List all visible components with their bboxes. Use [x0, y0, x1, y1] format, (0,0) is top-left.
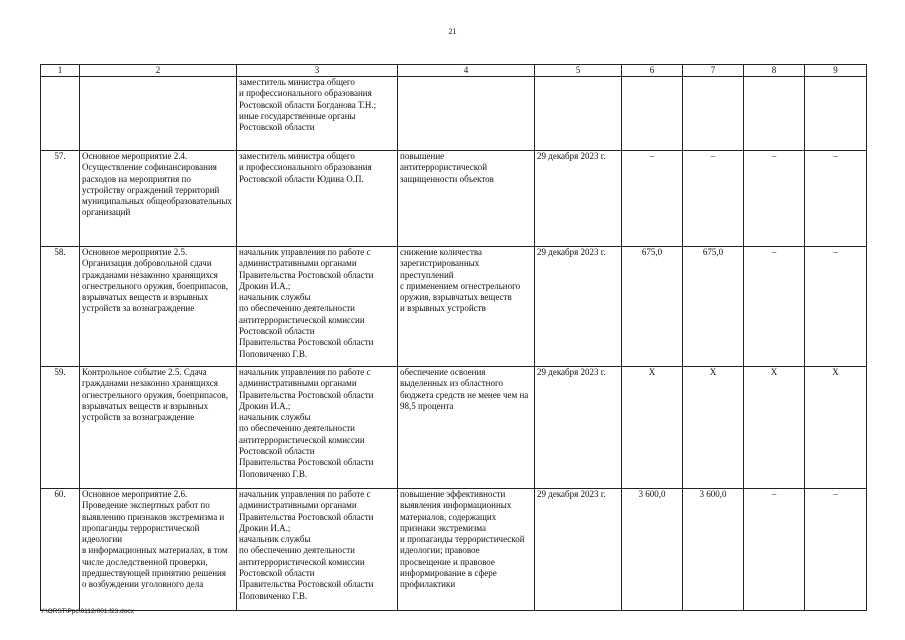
column-number: 7 [683, 65, 744, 77]
table-row [41, 489, 867, 611]
value-col7: – [683, 151, 744, 247]
value-col9: – [805, 247, 867, 367]
table-row [41, 77, 867, 151]
value-col6: Х [622, 367, 683, 489]
deadline-date: 29 декабря 2023 г. [535, 489, 622, 611]
value-col6: – [622, 151, 683, 247]
table-row [41, 247, 867, 367]
value-col6: 3 600,0 [622, 489, 683, 611]
deadline-date [535, 77, 622, 151]
expected-result: повышение эффективности выявления информационных материалов, содержащих признаки экстремизма и пропаганды террористической идеологии; правовое просвещение и правовое информирование в сфере профилактики [398, 489, 535, 611]
value-col7: Х [683, 367, 744, 489]
measure-name: Основное мероприятие 2.4. Осуществление софинансирования расходов на мероприятия по устройству ограждений территорий муниципальных общеобразовательных организаций [80, 151, 237, 247]
value-col8 [744, 77, 805, 151]
responsible-person: начальник управления по работе с административными органами Правительства Ростовской области Дрокин И.А.; начальник службы по обеспечению деятельности антитеррористической комиссии Ростовской области Правительства Ростовской области Поповиченко Г.В. [237, 247, 398, 367]
value-col7: 675,0 [683, 247, 744, 367]
measure-name: Основное мероприятие 2.6. Проведение экспертных работ по выявлению признаков экстремизма и пропаганды террористической идеологии в информационных материалах, в том числе доследственной проверки, предшествующей принятию решения о возбуждении уголовного дела [80, 489, 237, 611]
value-col9: – [805, 489, 867, 611]
value-col8: – [744, 151, 805, 247]
responsible-person: заместитель министра общего и профессионального образования Ростовской области Богданова Т.Н.; иные государственные органы Ростовской области [237, 77, 398, 151]
measure-name: Основное мероприятие 2.5. Организация добровольной сдачи гражданами незаконно хранящихся огнестрельного оружия, боеприпасов, взрывчатых веществ и взрывных устройств за вознаграждение [80, 247, 237, 367]
deadline-date: 29 декабря 2023 г. [535, 151, 622, 247]
column-number: 5 [535, 65, 622, 77]
value-col6: 675,0 [622, 247, 683, 367]
responsible-person: заместитель министра общего и профессионального образования Ростовской области Юдина О.П. [237, 151, 398, 247]
row-number [41, 77, 80, 151]
table-row [41, 151, 867, 247]
row-number: 60. [41, 489, 80, 611]
measures-table [40, 64, 867, 611]
responsible-person: начальник управления по работе с административными органами Правительства Ростовской области Дрокин И.А.; начальник службы по обеспечению деятельности антитеррористической комиссии Ростовской области Правительства Ростовской области Поповиченко Г.В. [237, 367, 398, 489]
column-number: 4 [398, 65, 535, 77]
value-col8: Х [744, 367, 805, 489]
deadline-date: 29 декабря 2023 г. [535, 367, 622, 489]
value-col7 [683, 77, 744, 151]
expected-result: снижение количества зарегистрированных преступлений с применением огнестрельного оружия, взрывчатых веществ и взрывных устройств [398, 247, 535, 367]
measure-name [80, 77, 237, 151]
row-number: 58. [41, 247, 80, 367]
column-number: 9 [805, 65, 867, 77]
measure-name: Контрольное событие 2.5. Сдача гражданами незаконно хранящихся огнестрельного оружия, боеприпасов, взрывчатых веществ и взрывных устройств за вознаграждение [80, 367, 237, 489]
value-col7: 3 600,0 [683, 489, 744, 611]
expected-result [398, 77, 535, 151]
value-col9 [805, 77, 867, 151]
page-number: 21 [448, 27, 457, 36]
value-col8: – [744, 247, 805, 367]
value-col8: – [744, 489, 805, 611]
value-col9: Х [805, 367, 867, 489]
value-col9: – [805, 151, 867, 247]
expected-result: повышение антитеррористической защищенности объектов [398, 151, 535, 247]
expected-result: обеспечение освоения выделенных из областного бюджета средств не менее чем на 98,5 процента [398, 367, 535, 489]
table-row [41, 367, 867, 489]
responsible-person: начальник управления по работе с административными органами Правительства Ростовской области Дрокин И.А.; начальник службы по обеспечению деятельности антитеррористической комиссии Ростовской области Правительства Ростовской области Поповиченко Г.В. [237, 489, 398, 611]
row-number: 57. [41, 151, 80, 247]
column-number: 2 [80, 65, 237, 77]
column-number: 3 [237, 65, 398, 77]
row-number: 59. [41, 367, 80, 489]
column-number-row [41, 65, 867, 77]
deadline-date: 29 декабря 2023 г. [535, 247, 622, 367]
column-number: 1 [41, 65, 80, 77]
file-path-footer: Y:\ORST\Ppc\0112r001.f23.docx [40, 608, 134, 615]
column-number: 8 [744, 65, 805, 77]
column-number: 6 [622, 65, 683, 77]
value-col6 [622, 77, 683, 151]
